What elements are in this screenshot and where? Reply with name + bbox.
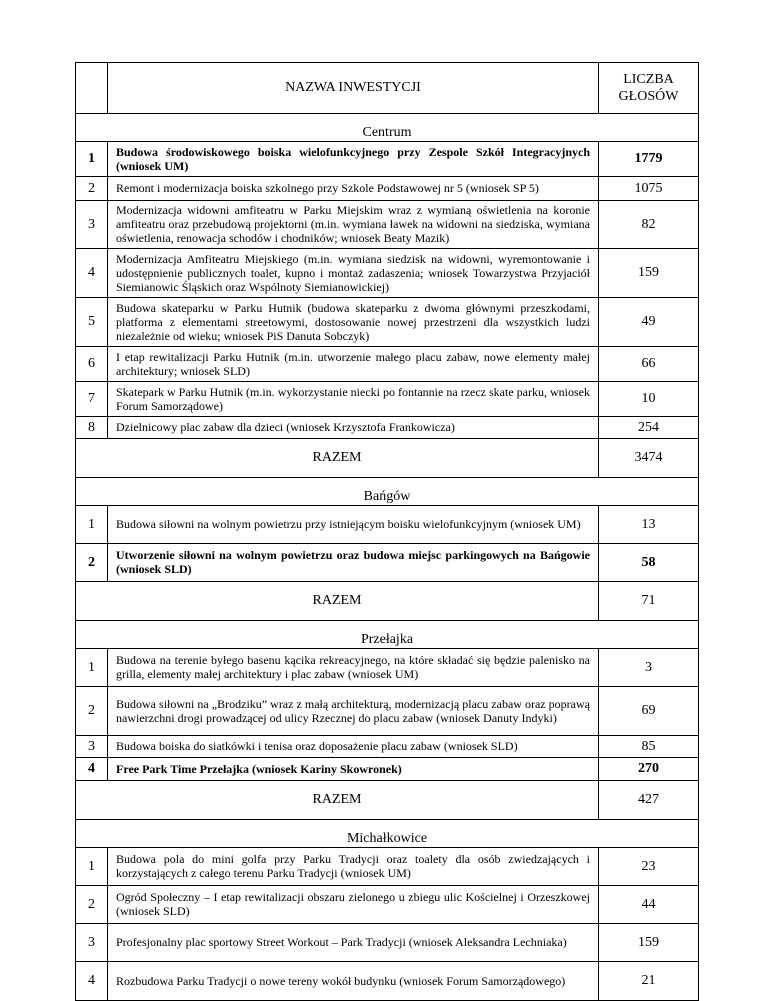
section-total-row [76,439,699,478]
project-number: 6 [76,347,108,382]
section-title: Przełajka [76,621,699,649]
project-row [76,177,699,201]
project-number: 2 [76,687,108,736]
project-name: Budowa siłowni na „Brodziku” wraz z małą architekturą, modernizacją placu zabaw oraz poprawą nawierzchni drogi prowadzącej od ulicy Rzecznej do placu zabaw (wniosek Danuty Indyki) [108,687,599,736]
project-name: Profesjonalny plac sportowy Street Workout – Park Tradycji (wniosek Aleksandra Lechniaka) [108,924,599,962]
project-row [76,249,699,298]
project-name: Modernizacja Amfiteatru Miejskiego (m.in. wymiana siedzisk na widowni, wyremontowanie i udostępnienie publicznych toalet, kupno i montaż zadaszenia; wniosek Towarzystwa Przyjaciół Siemianowic Śląskich oraz Wspólnoty Siemianowickiej) [108,249,599,298]
header-name: NAZWA INWESTYCJI [108,63,599,114]
section-header-row [76,621,699,649]
project-votes: 13 [599,506,699,544]
project-votes: 66 [599,347,699,382]
project-row [76,544,699,582]
project-name: Budowa boiska do siatkówki i tenisa oraz doposażenie placu zabaw (wniosek SLD) [108,736,599,758]
project-row [76,382,699,417]
header-row [76,63,699,114]
project-name: Dzielnicowy plac zabaw dla dzieci (wniosek Krzysztofa Frankowicza) [108,417,599,439]
project-row [76,886,699,924]
project-name: Free Park Time Przełajka (wniosek Kariny Skowronek) [108,758,599,781]
total-label: RAZEM [76,582,599,621]
project-votes: 270 [599,758,699,781]
project-votes: 82 [599,201,699,249]
project-votes: 49 [599,298,699,347]
section-header-row [76,820,699,848]
header-number-cell [76,63,108,114]
section-title: Bańgów [76,478,699,506]
project-number: 1 [76,848,108,886]
project-name: Modernizacja widowni amfiteatru w Parku Miejskim wraz z wymianą oświetlenia na koronie amfiteatru oraz przebudową projektorni (m.in. wymiana ławek na widowni na siedziska, wymiana oświetlenia, renowacja schodów i chodników; wniosek Beaty Mazik) [108,201,599,249]
project-number: 4 [76,249,108,298]
project-name: Utworzenie siłowni na wolnym powietrzu oraz budowa miejsc parkingowych na Bańgowie (wniosek SLD) [108,544,599,582]
project-number: 1 [76,649,108,687]
project-name: Budowa środowiskowego boiska wielofunkcyjnego przy Zespole Szkół Integracyjnych (wniosek UM) [108,142,599,177]
total-votes: 3474 [599,439,699,478]
project-votes: 10 [599,382,699,417]
project-number: 3 [76,736,108,758]
project-row [76,506,699,544]
project-votes: 159 [599,924,699,962]
voting-results-table [75,62,699,1001]
project-number: 4 [76,962,108,1001]
project-name: Budowa pola do mini golfa przy Parku Tradycji oraz toalety dla osób zwiedzających i korzystających z całego terenu Parku Tradycji (wniosek UM) [108,848,599,886]
project-row [76,848,699,886]
project-number: 3 [76,201,108,249]
project-votes: 254 [599,417,699,439]
project-name: I etap rewitalizacji Parku Hutnik (m.in. utworzenie małego placu zabaw, nowe elementy małej architektury; wniosek SLD) [108,347,599,382]
project-number: 2 [76,886,108,924]
project-number: 5 [76,298,108,347]
total-label: RAZEM [76,781,599,820]
project-name: Ogród Społeczny – I etap rewitalizacji obszaru zielonego u zbiegu ulic Kościelnej i Orzeszkowej (wniosek SLD) [108,886,599,924]
project-number: 2 [76,177,108,201]
section-title: Michałkowice [76,820,699,848]
project-name: Budowa skateparku w Parku Hutnik (budowa skateparku z dwoma głównymi przeszkodami, platforma z elementami streetowymi, dostosowanie nowej przestrzeni dla wszystkich ludzi niezależnie od wieku; wniosek PiS Danuta Sobczyk) [108,298,599,347]
total-votes: 427 [599,781,699,820]
project-votes: 21 [599,962,699,1001]
project-name: Budowa na terenie byłego basenu kącika rekreacyjnego, na które składać się będzie palenisko na grilla, elementy małej architektury i plac zabaw (wniosek UM) [108,649,599,687]
project-row [76,347,699,382]
project-votes: 3 [599,649,699,687]
project-row [76,649,699,687]
project-name: Budowa siłowni na wolnym powietrzu przy istniejącym boisku wielofunkcyjnym (wniosek UM) [108,506,599,544]
project-row [76,758,699,781]
project-number: 2 [76,544,108,582]
section-header-row [76,114,699,142]
section-total-row [76,582,699,621]
project-name: Remont i modernizacja boiska szkolnego przy Szkole Podstawowej nr 5 (wniosek SP 5) [108,177,599,201]
project-row [76,924,699,962]
project-name: Skatepark w Parku Hutnik (m.in. wykorzystanie niecki po fontannie na rzecz skate parku, wniosek Forum Samorządowe) [108,382,599,417]
project-votes: 44 [599,886,699,924]
project-votes: 1779 [599,142,699,177]
project-number: 8 [76,417,108,439]
section-header-row [76,478,699,506]
table-body [76,63,699,1001]
project-votes: 85 [599,736,699,758]
project-row [76,201,699,249]
project-name: Rozbudowa Parku Tradycji o nowe tereny wokół budynku (wniosek Forum Samorządowego) [108,962,599,1001]
project-number: 1 [76,142,108,177]
project-votes: 1075 [599,177,699,201]
project-row [76,298,699,347]
total-label: RAZEM [76,439,599,478]
section-total-row [76,781,699,820]
project-number: 7 [76,382,108,417]
total-votes: 71 [599,582,699,621]
project-row [76,687,699,736]
project-number: 1 [76,506,108,544]
project-number: 4 [76,758,108,781]
header-votes: LICZBA GŁOSÓW [599,63,699,114]
project-votes: 69 [599,687,699,736]
project-row [76,736,699,758]
project-votes: 159 [599,249,699,298]
project-row [76,417,699,439]
project-row [76,142,699,177]
section-title: Centrum [76,114,699,142]
project-votes: 23 [599,848,699,886]
project-votes: 58 [599,544,699,582]
project-row [76,962,699,1001]
project-number: 3 [76,924,108,962]
